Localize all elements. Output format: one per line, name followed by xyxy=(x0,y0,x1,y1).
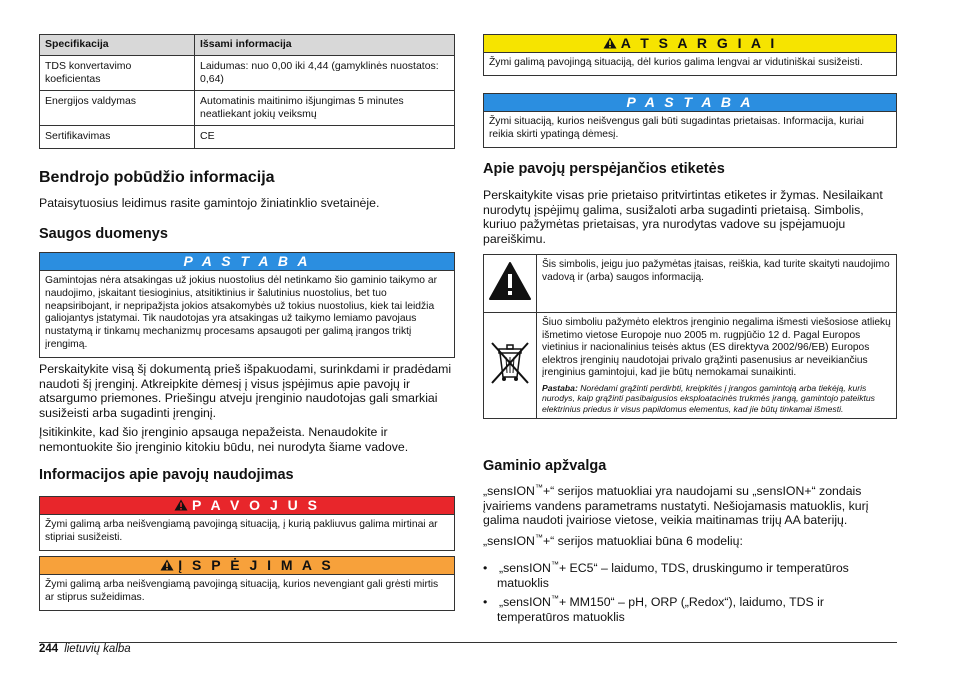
overview-paragraph-2 xyxy=(483,534,897,549)
table-row xyxy=(40,56,455,91)
symbol-text: Šis simbolis, jeigu juo pažymėtas įtaisas, reiškia, kad turite skaityti naudojimo vadovą ir (arba) saugos informaciją. xyxy=(537,255,897,313)
general-text: Pataisytuosius leidimus rasite gamintojo žiniatinklio svetainėje. xyxy=(39,196,380,210)
warning-triangle-icon xyxy=(160,559,174,571)
brand-text: „sensION xyxy=(483,484,535,498)
danger-label-text: P A V O J U S xyxy=(192,497,320,513)
overview-text: +“ serijos matuokliai yra naudojami su „sensION+“ zondais įvairiems vandens parametrams nustatyti. Nešiojamasis matuoklis, kurį galima naudoti įvairiose vietose, veikia maitinamas trijų AA baterijų. xyxy=(483,484,869,528)
table-row xyxy=(484,255,897,313)
symbol-icon-cell xyxy=(484,313,537,419)
symbol-note xyxy=(542,383,891,415)
warning-label-text: Į S P Ė J I M A S xyxy=(178,557,334,573)
model-text: + MM150“ – pH, ORP („Redox“), laidumo, TDS ir temperatūros matuoklis xyxy=(497,595,824,624)
table-cell: Laidumas: nuo 0,00 iki 4,44 (gamyklinės nuostatos: 0,64) xyxy=(195,56,455,91)
list-item xyxy=(483,595,897,624)
overview-text: +“ serijos matuokliai būna 6 modelių: xyxy=(542,534,743,548)
model-brand: „sensION xyxy=(499,561,551,575)
bullet: • xyxy=(483,595,488,610)
labels-text: Perskaitykite visas prie prietaiso pritvirtintas etiketes ir žymas. Nesilaikant nurodytų įspėjimų galima, susižaloti arba sugadinti prietaisą. Simbolis, kuriuo pažymėtas prietaisas, yra nurodytas vadove su įspėjamuoju pareiškimu. xyxy=(483,188,883,246)
spec-table xyxy=(39,34,455,149)
section-title-overview: Gaminio apžvalga xyxy=(483,458,607,474)
overview-paragraph-1 xyxy=(483,484,897,528)
model-text: + EC5“ – laidumo, TDS, druskingumo ir temperatūros matuoklis xyxy=(497,561,849,590)
page-number: 244 xyxy=(39,643,59,655)
table-row xyxy=(40,91,455,126)
danger-box xyxy=(39,496,455,551)
caution-box xyxy=(483,34,897,76)
trademark: ™ xyxy=(550,594,559,604)
table-cell: CE xyxy=(195,126,455,149)
note-text: Gamintojas nėra atsakingas už jokius nuostolius dėl netinkamo šio gaminio taikymo ar naudojimo, įskaitant tiesioginius, atsitiktinius ir šalutinius nuostolius, bet tuo neapsiribojant, ir nepripažįsta jokios atsakomybės už tokius nuostolius, kiek tai leidžia galiojantys įstatymai. Tik naudotojas yra atsakingas už taikymo lemiamo pavojaus nustatymą ir tinkamų mechanizmų procesams apsaugoti per galimą įrangos triktį įrengimą. xyxy=(40,270,454,357)
table-header-row xyxy=(40,35,455,56)
safety-note-box xyxy=(39,252,455,358)
section-title-safety: Saugos duomenys xyxy=(39,226,168,242)
table-cell: Sertifikavimas xyxy=(40,126,195,149)
brand-text: „sensION xyxy=(483,534,535,548)
table-row xyxy=(40,126,455,149)
danger-label xyxy=(40,497,454,514)
table-cell: Automatinis maitinimo išjungimas 5 minutes neatliekant jokių veiksmų xyxy=(195,91,455,126)
table-cell: Energijos valdymas xyxy=(40,91,195,126)
crossed-bin-icon xyxy=(488,339,532,387)
trademark: ™ xyxy=(534,482,543,492)
section-title-hazard: Informacijos apie pavojų naudojimas xyxy=(39,467,294,483)
warning-triangle-icon xyxy=(488,261,532,301)
table-cell: TDS konvertavimo koeficientas xyxy=(40,56,195,91)
trademark: ™ xyxy=(534,532,543,542)
warning-text: Žymi galimą arba neišvengiamą pavojingą situaciją, kurios nevengiant gali grėsti mirtis ar stiprus sužeidimas. xyxy=(40,574,454,610)
list-item xyxy=(483,561,897,590)
symbol-note-text: Norėdami grąžinti perdirbti, kreipkitės į įrangos gamintoją arba tiekėją, kuris nurodys, kaip grąžinti pasibaigusios eksploatacinės trukmės įrangą, gamintojo pateiktus elektrinius priedus ir visus papildomus elementus, kad jie būtų tinkamai išmesti. xyxy=(542,382,875,414)
notice-text: Žymi situaciją, kurios neišvengus gali būti sugadintas prietaisas. Informacija, kuriai reikia skirti ypatingą dėmesį. xyxy=(484,111,896,147)
caution-label-text: A T S A R G I A I xyxy=(620,35,778,51)
safety-paragraph-2: Įsitikinkite, kad šio įrenginio apsauga nepažeista. Nenaudokite ir nemontuokite šio įrenginio kitokiu būdu, nei nurodyta šiame vadove. xyxy=(39,425,409,454)
section-title-general: Bendrojo pobūdžio informacija xyxy=(39,169,275,186)
trademark: ™ xyxy=(550,559,559,569)
footer xyxy=(39,643,131,655)
table-row xyxy=(484,313,897,419)
left-column xyxy=(39,34,455,149)
caution-text: Žymi galimą pavojingą situaciją, dėl kurios galima lengvai ar vidutiniškai susižeisti. xyxy=(484,52,896,75)
notice-label: P A S T A B A xyxy=(484,94,896,111)
table-header-cell: Išsami informacija xyxy=(195,35,455,56)
symbol-text: Šiuo simboliu pažymėto elektros įrenginio negalima išmesti viešosiose atliekų išmetimo vietose Europoje nuo 2005 m. rugpjūčio 12 d. Pagal Europos vietinius ir nacionalinius teisės aktus (ES direktyva 2002/96/EB) Europos elektros įrenginių naudotojai privalo grąžinti pasenusius ar neveikiančius įrenginius gamintojui, kad jie būtų nemokamai sunaikinti. xyxy=(542,317,891,378)
warning-triangle-icon xyxy=(174,499,188,511)
table-header-cell: Specifikacija xyxy=(40,35,195,56)
warning-label xyxy=(40,557,454,574)
danger-text: Žymi galimą arba neišvengiamą pavojingą situaciją, į kurią pakliuvus galima mirtinai ar stipriai susižeisti. xyxy=(40,514,454,550)
symbol-note-label: Pastaba: xyxy=(542,382,578,393)
bullet: • xyxy=(483,561,488,575)
notice-box xyxy=(483,93,897,148)
footer-divider xyxy=(39,642,897,643)
warning-triangle-icon xyxy=(603,37,617,49)
footer-language: lietuvių kalba xyxy=(64,643,131,655)
section-title-labels: Apie pavojų perspėjančios etiketės xyxy=(483,161,725,177)
symbols-table xyxy=(483,254,897,419)
model-brand: „sensION xyxy=(499,595,551,610)
safety-paragraph-1: Perskaitykite visą šį dokumentą prieš išpakuodami, surinkdami ir pradėdami naudoti šį įrenginį. Atkreipkite dėmesį į visus įspėjimus apie pavojų ir atsargumo priemones. Priešingu atveju įrenginio naudotojas gali smarkiai susižeisti arba sugadinti įrenginį. xyxy=(39,362,452,420)
note-label: P A S T A B A xyxy=(40,253,454,270)
symbol-text-cell xyxy=(537,313,897,419)
symbol-icon-cell xyxy=(484,255,537,313)
caution-label xyxy=(484,35,896,52)
models-list xyxy=(483,561,897,629)
warning-box xyxy=(39,556,455,611)
